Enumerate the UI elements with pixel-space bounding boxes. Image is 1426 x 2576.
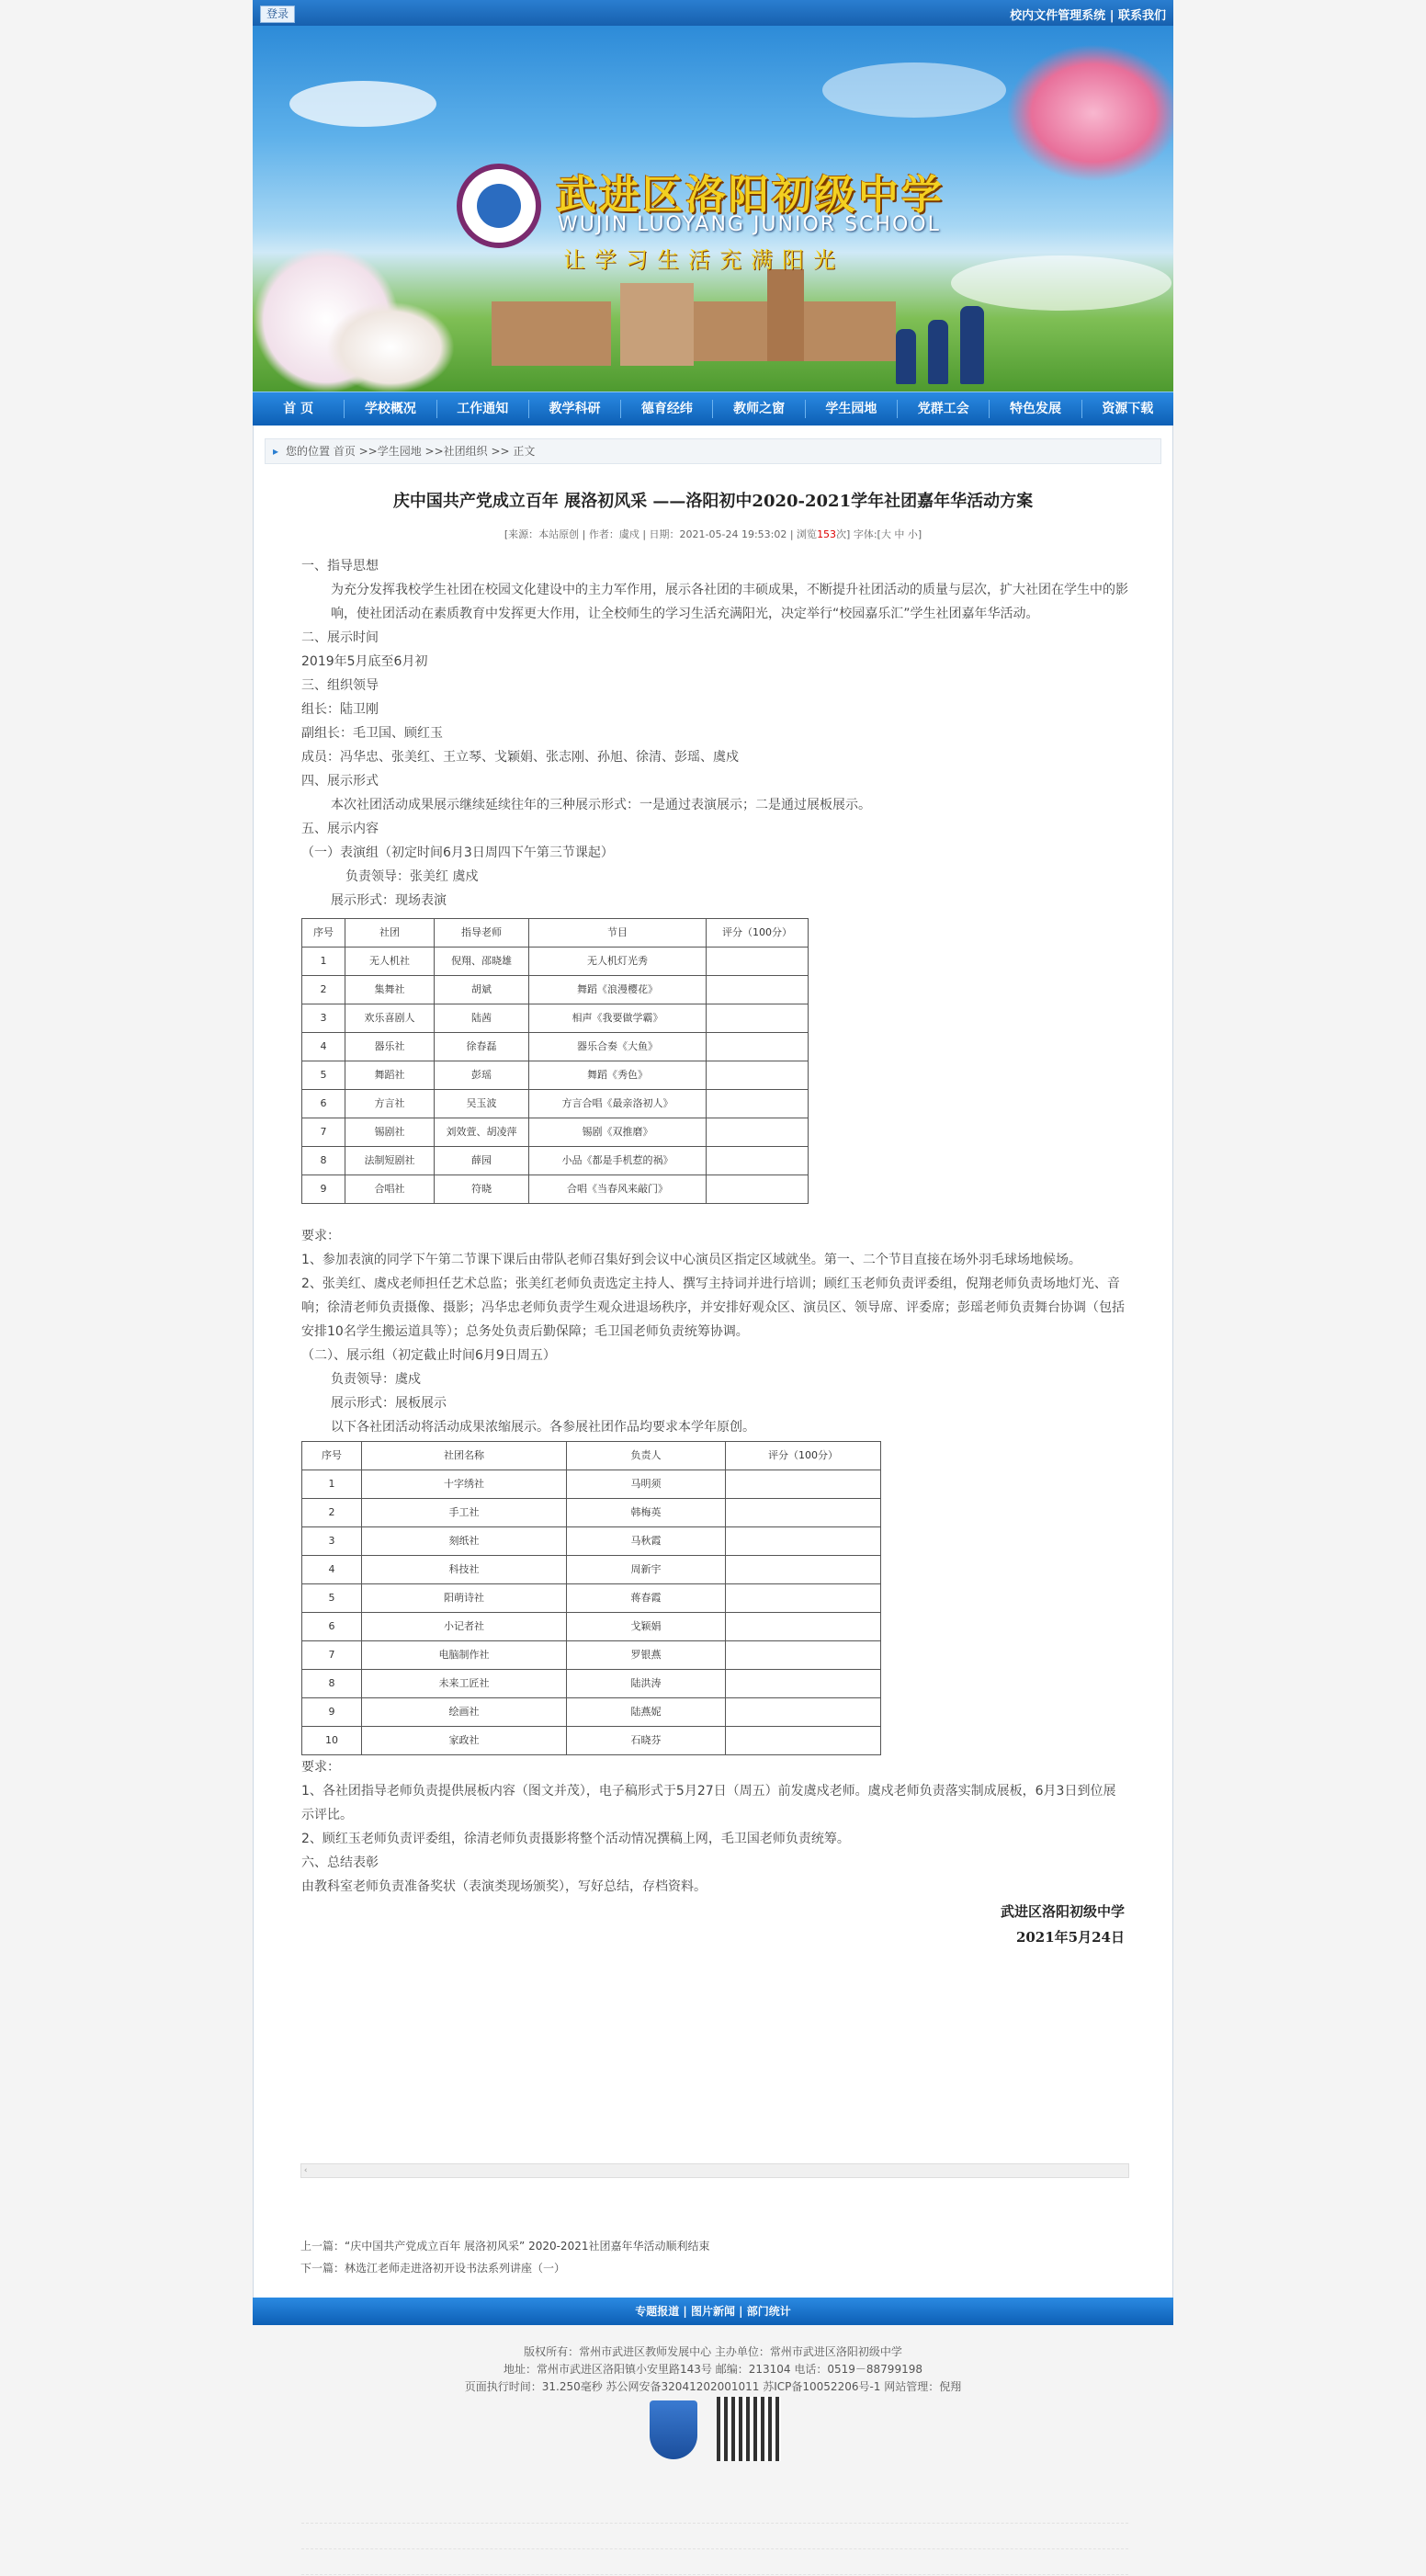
prev-article-link[interactable]: 上一篇：“庆中国共产党成立百年 展洛初风采” 2020-2021社团嘉年华活动顺利结束 <box>300 2240 710 2253</box>
table-cell <box>726 1499 881 1527</box>
table-cell: 刘效萱、胡凌萍 <box>435 1118 529 1147</box>
table-cell: 舞蹈《浪漫樱花》 <box>529 976 707 1004</box>
table-cell <box>707 1061 809 1090</box>
table-cell: 器乐社 <box>345 1033 435 1061</box>
table-cell: 10 <box>302 1727 362 1755</box>
table-cell: 电脑制作社 <box>362 1641 567 1670</box>
table-cell: 4 <box>302 1033 345 1061</box>
table-cell <box>707 1147 809 1175</box>
top-bar <box>253 0 1173 26</box>
meta-info: [来源：本站原创 | 作者：虞戍 | 日期：2021-05-24 19:53:02 | 浏览 <box>504 528 818 540</box>
table-cell: 舞蹈《秀色》 <box>529 1061 707 1090</box>
section-heading: 六、总结表彰 <box>301 1855 379 1870</box>
table-cell: 3 <box>302 1527 362 1556</box>
table-row <box>302 1556 881 1584</box>
section-heading: 要求： <box>301 1760 340 1775</box>
table-cell: 1 <box>302 1470 362 1499</box>
sub-heading: （一）表演组（初定时间6月3日周四下午第三节课起） <box>301 845 614 860</box>
table-cell: 刻纸社 <box>362 1527 567 1556</box>
table-cell: 胡斌 <box>435 976 529 1004</box>
table-cell: 社团 <box>345 919 435 948</box>
article-panel <box>253 426 1173 2298</box>
divider <box>301 2548 1128 2550</box>
table-cell <box>726 1698 881 1727</box>
table-cell: 5 <box>302 1061 345 1090</box>
table-cell: 方言合唱《最亲洛初人》 <box>529 1090 707 1118</box>
table-row <box>302 1727 881 1755</box>
table-cell: 陆洪涛 <box>567 1670 726 1698</box>
table-cell: 十字绣社 <box>362 1470 567 1499</box>
table-row <box>302 1584 881 1613</box>
table-cell: 社团名称 <box>362 1442 567 1470</box>
table-cell <box>707 1004 809 1033</box>
paragraph: 负责领导：虞戍 <box>331 1372 421 1387</box>
section-heading: 二、展示时间 <box>301 630 379 645</box>
table-cell <box>726 1584 881 1613</box>
paragraph: 1、各社团指导老师负责提供展板内容（图文并茂），电子稿形式于5月27日（周五）前发虞戍老师。虞戍老师负责落实制成展板，6月3日到位展示评比。 <box>301 1784 1116 1822</box>
paragraph: 展示形式：展板展示 <box>331 1396 447 1411</box>
table-cell: 无人机灯光秀 <box>529 948 707 976</box>
paragraph: 2、顾红玉老师负责评委组，徐清老师负责摄影将整个活动情况撰稿上网，毛卫国老师负责统筹。 <box>301 1832 850 1846</box>
nav-overview[interactable]: 学校概况 <box>364 402 416 416</box>
table-cell <box>707 976 809 1004</box>
table-cell: 马明须 <box>567 1470 726 1499</box>
table-row <box>302 1527 881 1556</box>
table-cell: 8 <box>302 1670 362 1698</box>
sub-heading: （二）、展示组（初定截止时间6月9日周五） <box>301 1348 556 1363</box>
table-cell: 倪翔、邵晓雄 <box>435 948 529 976</box>
table-row <box>302 1641 881 1670</box>
table-cell <box>726 1470 881 1499</box>
paragraph: 为充分发挥我校学生社团在校园文化建设中的主力军作用，展示各社团的丰硕成果，不断提升社团活动的质量与层次，扩大社团在学生中的影响，使社团活动在素质教育中发挥更大作用，让全校师生的学习生活充满阳光，决定举行“校园嘉乐汇”学生社团嘉年华活动。 <box>331 583 1128 621</box>
paragraph: 本次社团活动成果展示继续延续往年的三种展示形式：一是通过表演展示；二是通过展板展示。 <box>331 798 871 812</box>
table-row <box>302 1090 809 1118</box>
performance-table <box>301 918 809 1204</box>
table-cell: 1 <box>302 948 345 976</box>
table-cell: 蒋春霞 <box>567 1584 726 1613</box>
address: 地址：常州市武进区洛阳镇小安里路143号 邮编：213104 电话：0519－88799198 <box>504 2363 922 2376</box>
table-cell <box>707 1033 809 1061</box>
table-cell <box>707 1175 809 1204</box>
table-cell <box>726 1727 881 1755</box>
nav-teachers[interactable]: 教师之窗 <box>733 402 786 416</box>
table-cell: 无人机社 <box>345 948 435 976</box>
nav-party[interactable]: 党群工会 <box>917 402 969 416</box>
table-cell: 5 <box>302 1584 362 1613</box>
table-cell: 阳萌诗社 <box>362 1584 567 1613</box>
table-cell: 徐春磊 <box>435 1033 529 1061</box>
section-heading: 要求： <box>301 1229 340 1243</box>
table-cell: 罗银燕 <box>567 1641 726 1670</box>
footer <box>253 2343 1173 2396</box>
nav-research[interactable]: 教学科研 <box>549 402 601 416</box>
nav-students[interactable]: 学生园地 <box>825 402 877 416</box>
table-row <box>302 948 809 976</box>
paragraph: 由教科室老师负责准备奖状（表演类现场颁奖），写好总结，存档资料。 <box>301 1879 707 1894</box>
table-cell: 序号 <box>302 919 345 948</box>
table-cell: 符晓 <box>435 1175 529 1204</box>
table-header <box>302 919 809 948</box>
table-cell: 集舞社 <box>345 976 435 1004</box>
paragraph: 组长：陆卫刚 <box>301 702 379 717</box>
table-cell: 绘画社 <box>362 1698 567 1727</box>
table-cell: 彭瑶 <box>435 1061 529 1090</box>
table-cell: 负责人 <box>567 1442 726 1470</box>
table-header <box>302 1442 881 1470</box>
table-cell: 韩梅英 <box>567 1499 726 1527</box>
table-cell: 锡剧《双推磨》 <box>529 1118 707 1147</box>
section-heading: 四、展示形式 <box>301 774 379 789</box>
section-heading: 三、组织领导 <box>301 678 379 693</box>
nav-moral[interactable]: 德育经纬 <box>640 402 693 416</box>
table-row <box>302 1175 809 1204</box>
table-row <box>302 1613 881 1641</box>
table-cell <box>726 1613 881 1641</box>
nav-notice[interactable]: 工作通知 <box>457 402 509 416</box>
table-row <box>302 1118 809 1147</box>
school-slogan: 让学习生活充满阳光 <box>563 247 844 273</box>
table-cell: 小品《都是手机惹的祸》 <box>529 1147 707 1175</box>
nav-feature[interactable]: 特色发展 <box>1010 402 1062 416</box>
table-row <box>302 1033 809 1061</box>
breadcrumb: ▸ 您的位置 首页 >>学生园地 >>社团组织 >> 正文 <box>265 438 1161 464</box>
table-cell <box>726 1641 881 1670</box>
table-row <box>302 1147 809 1175</box>
paragraph: 展示形式：现场表演 <box>331 893 447 908</box>
section-heading: 一、指导思想 <box>301 559 379 573</box>
table-cell: 8 <box>302 1147 345 1175</box>
font-size-switch[interactable]: 次] 字体:[大 中 小] <box>836 528 922 540</box>
table-cell: 序号 <box>302 1442 362 1470</box>
file-system-link[interactable]: 校内文件管理系统 <box>1010 9 1106 23</box>
paragraph: 2、张美红、虞戍老师担任艺术总监；张美红老师负责选定主持人、撰写主持词并进行培训；顾红玉老师负责评委组，倪翔老师负责场地灯光、音响；徐清老师负责摄像、摄影；冯华忠老师负责学生观众进退场秩序，并安排好观众区、演员区、领导席、评委席；彭瑶老师负责舞台协调（包括安排10名学生搬运道具等）；总务处负责后勤保障；毛卫国老师负责统筹协调。 <box>301 1277 1125 1339</box>
table-cell: 7 <box>302 1118 345 1147</box>
table-row <box>302 1061 809 1090</box>
table-cell: 指导老师 <box>435 919 529 948</box>
table-cell: 马秋霞 <box>567 1527 726 1556</box>
paragraph: 以下各社团活动将活动成果浓缩展示。各参展社团作品均要求本学年原创。 <box>331 1420 755 1435</box>
paragraph: 负责领导：张美红 虞戍 <box>345 869 479 884</box>
table-cell: 合唱社 <box>345 1175 435 1204</box>
table-cell: 薛园 <box>435 1147 529 1175</box>
table-cell <box>707 1118 809 1147</box>
paragraph: 1、参加表演的同学下午第二节课下课后由带队老师召集好到会议中心演员区指定区域就坐。第一、二个节目直接在场外羽毛球场地候场。 <box>301 1253 1081 1267</box>
school-name-cn: 武进区洛阳初级中学 <box>556 172 945 219</box>
article-body <box>301 554 1128 1950</box>
table-cell: 2 <box>302 1499 362 1527</box>
table-cell: 相声《我要做学霸》 <box>529 1004 707 1033</box>
table-cell: 周新宇 <box>567 1556 726 1584</box>
table-cell: 合唱《当春风来敲门》 <box>529 1175 707 1204</box>
table-row <box>302 1470 881 1499</box>
table-cell: 陆燕妮 <box>567 1698 726 1727</box>
school-name-en: WUJIN LUOYANG JUNIOR SCHOOL <box>558 213 941 236</box>
table-cell: 舞蹈社 <box>345 1061 435 1090</box>
table-cell: 吴玉波 <box>435 1090 529 1118</box>
top-links: 校内文件管理系统 | 联系我们 <box>1010 9 1166 23</box>
table-cell: 器乐合奏《大鱼》 <box>529 1033 707 1061</box>
table-row <box>302 1698 881 1727</box>
qr-code-icon <box>717 2397 781 2461</box>
view-count: 153 <box>817 528 837 540</box>
table-cell: 科技社 <box>362 1556 567 1584</box>
table-cell: 节目 <box>529 919 707 948</box>
table-cell <box>726 1670 881 1698</box>
display-table <box>301 1441 881 1755</box>
paragraph: 2019年5月底至6月初 <box>301 654 428 669</box>
table-cell: 锡剧社 <box>345 1118 435 1147</box>
table-cell <box>726 1527 881 1556</box>
next-article-link[interactable]: 下一篇：林选江老师走进洛初开设书法系列讲座（一） <box>300 2262 566 2275</box>
prev-next-nav <box>300 2235 709 2279</box>
footer-links[interactable]: 专题报道 | 图片新闻 | 部门统计 <box>253 2298 1173 2325</box>
table-row <box>302 1004 809 1033</box>
table-cell <box>726 1556 881 1584</box>
table-cell: 陆茜 <box>435 1004 529 1033</box>
table-cell: 石晓芬 <box>567 1727 726 1755</box>
contact-link[interactable]: 联系我们 <box>1117 9 1166 23</box>
nav-home[interactable]: 首 页 <box>283 402 314 416</box>
table-cell: 4 <box>302 1556 362 1584</box>
table-cell: 手工社 <box>362 1499 567 1527</box>
table-row <box>302 976 809 1004</box>
table-cell: 戈颖娟 <box>567 1613 726 1641</box>
table-row <box>302 1499 881 1527</box>
paragraph: 成员：冯华忠、张美红、王立琴、戈颖娟、张志刚、孙旭、徐清、彭瑶、虞戍 <box>301 750 739 765</box>
table-cell: 法制短剧社 <box>345 1147 435 1175</box>
login-button[interactable]: 登录 <box>260 6 295 23</box>
table-cell: 7 <box>302 1641 362 1670</box>
table-cell: 家政社 <box>362 1727 567 1755</box>
banner <box>253 26 1173 392</box>
table-cell: 9 <box>302 1175 345 1204</box>
table-cell: 未来工匠社 <box>362 1670 567 1698</box>
section-heading: 五、展示内容 <box>301 822 379 836</box>
table-cell: 9 <box>302 1698 362 1727</box>
article-meta <box>254 527 1172 541</box>
nav-download[interactable]: 资源下载 <box>1102 402 1154 416</box>
table-cell: 评分（100分） <box>726 1442 881 1470</box>
table-cell: 欢乐喜剧人 <box>345 1004 435 1033</box>
table-cell: 评分（100分） <box>707 919 809 948</box>
paragraph: 副组长：毛卫国、顾红玉 <box>301 726 443 741</box>
table-cell <box>707 948 809 976</box>
article-title: 庆中国共产党成立百年 展洛初风采 ——洛阳初中2020-2021学年社团嘉年华活动方案 <box>392 492 1034 511</box>
school-logo <box>457 164 541 248</box>
signature-date: 2021年5月24日 <box>1015 1929 1125 1946</box>
record-info: 页面执行时间：31.250毫秒 苏公网安备32041202001011 苏ICP备10052206号-1 网站管理：倪翔 <box>464 2380 962 2393</box>
table-cell: 6 <box>302 1613 362 1641</box>
table-cell: 2 <box>302 976 345 1004</box>
government-badge-icon[interactable] <box>650 2400 697 2459</box>
divider <box>301 2523 1128 2525</box>
copyright: 版权所有：常州市武进区教师发展中心 主办单位：常州市武进区洛阳初级中学 <box>524 2345 902 2358</box>
table-cell: 方言社 <box>345 1090 435 1118</box>
main-nav <box>253 392 1173 426</box>
table-cell: 小记者社 <box>362 1613 567 1641</box>
table-cell: 3 <box>302 1004 345 1033</box>
table-cell: 6 <box>302 1090 345 1118</box>
signature-org: 武进区洛阳初级中学 <box>1000 1903 1125 1920</box>
table-cell <box>707 1090 809 1118</box>
horizontal-scrollbar[interactable]: ‹ <box>300 2163 1129 2178</box>
table-row <box>302 1670 881 1698</box>
